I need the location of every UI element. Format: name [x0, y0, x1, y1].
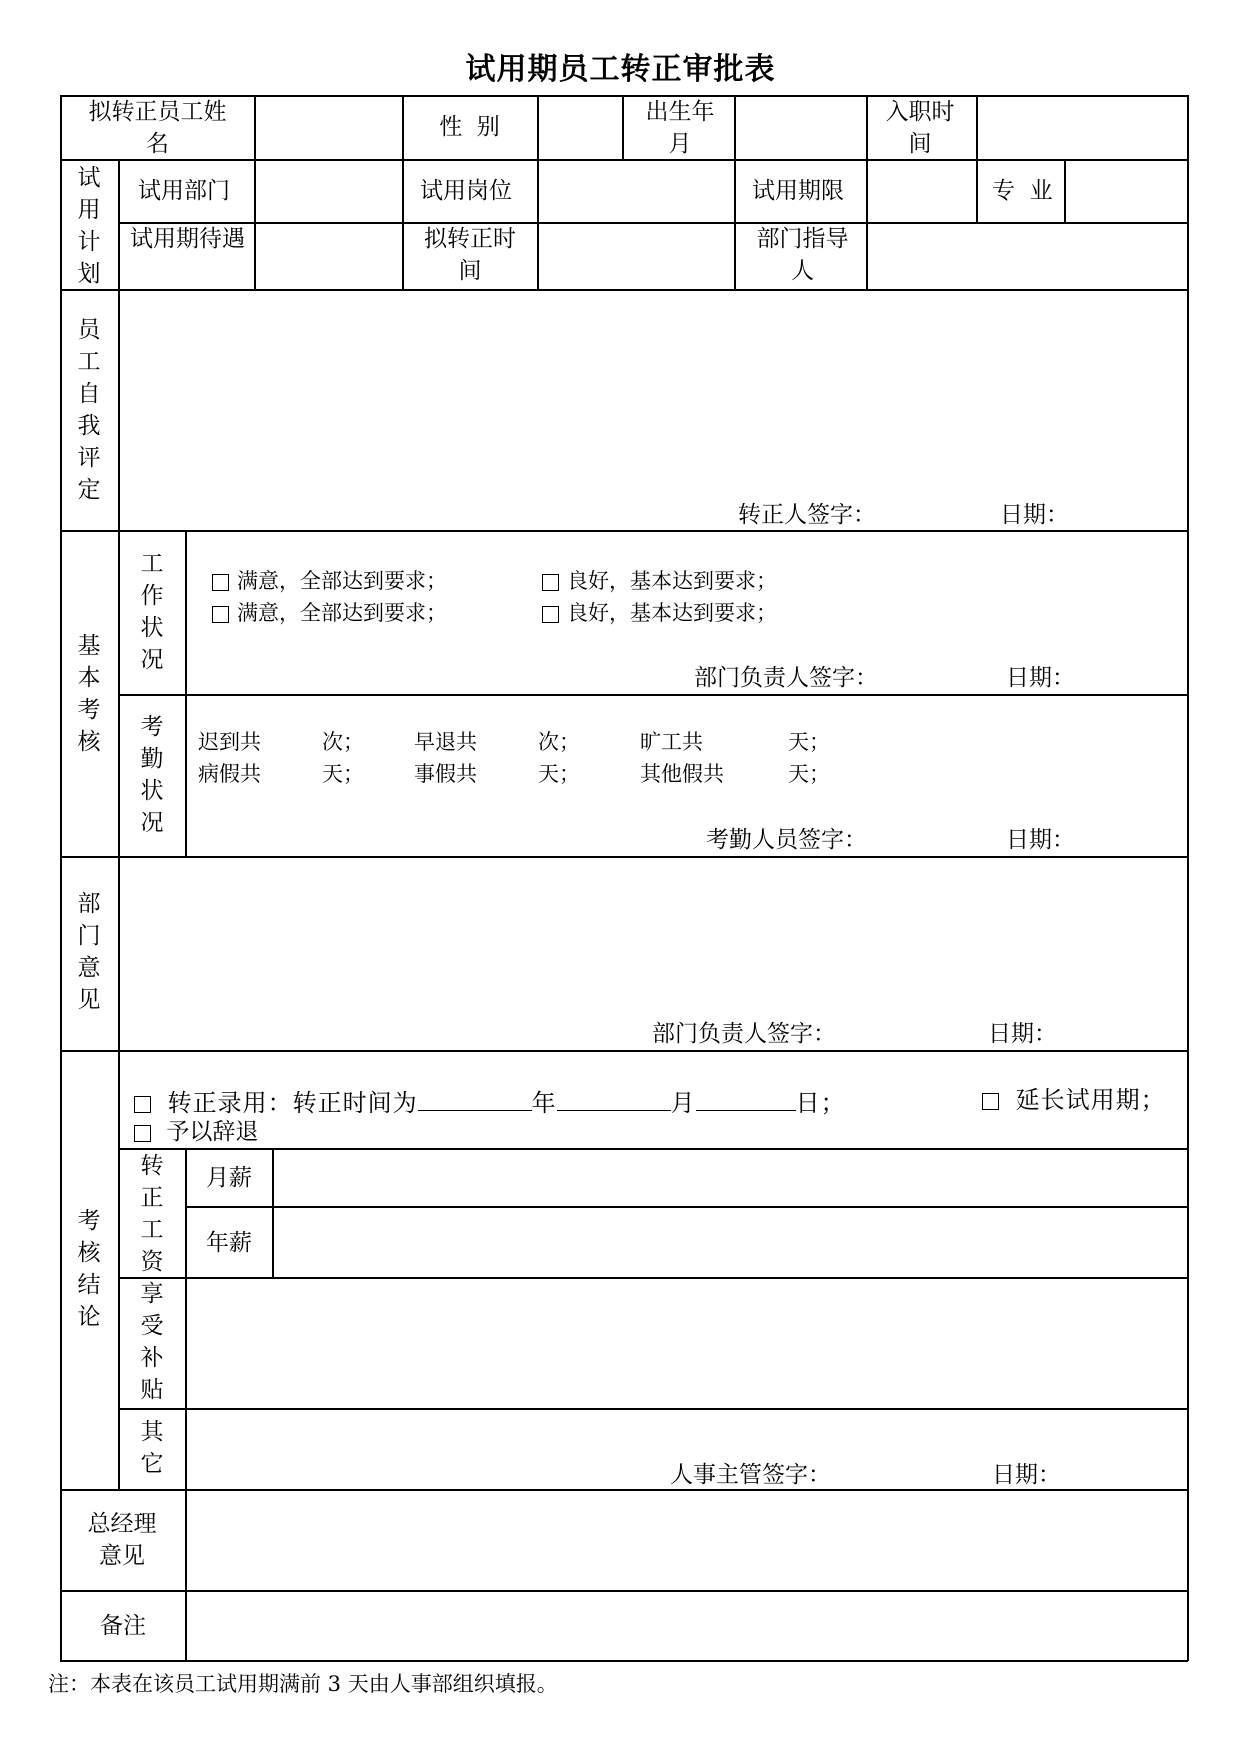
row-divider: [118, 694, 1188, 696]
regular-hire-option[interactable]: 转正录用：转正时间为 年 月 日；: [134, 1084, 846, 1119]
allowance-field[interactable]: [187, 1279, 1186, 1407]
hr-sign-label: 人事主管签字：: [670, 1462, 831, 1488]
table-border-bottom: [60, 1660, 1188, 1662]
work-sign-label: 部门负责人签字：: [694, 665, 878, 691]
times-unit: 次；: [538, 730, 580, 754]
allowance-label: 享受补贴: [140, 1281, 164, 1403]
checkbox-icon[interactable]: [134, 1096, 151, 1113]
times-unit: 次；: [322, 730, 364, 754]
regular-time-label: 拟转正时间: [424, 226, 516, 284]
checkbox-icon[interactable]: [134, 1125, 151, 1142]
trial-post-label: 试用岗位: [420, 178, 512, 204]
personal-label: 事假共: [414, 762, 477, 786]
birth-field[interactable]: [736, 97, 865, 157]
monthly-salary-field[interactable]: [274, 1150, 1186, 1205]
checkbox-icon[interactable]: [982, 1093, 999, 1110]
other-field[interactable]: [187, 1410, 1186, 1450]
self-eval-sign-label: 转正人签字：: [738, 502, 876, 528]
checkbox-icon[interactable]: [542, 574, 559, 591]
late-label: 迟到共: [198, 730, 261, 754]
major-field[interactable]: [1066, 161, 1186, 221]
extend-trial-option[interactable]: 延长试用期；: [982, 1084, 1166, 1116]
attendance-date-label: 日期：: [1006, 827, 1075, 853]
self-eval-date-label: 日期：: [1000, 502, 1069, 528]
annual-salary-label: 年薪: [206, 1230, 252, 1256]
dept-opinion-section-label: 部门意见: [77, 891, 101, 1013]
gender-label: 性 别: [439, 114, 500, 140]
dismiss-option[interactable]: 予以辞退: [134, 1116, 258, 1148]
days-unit: 天；: [788, 730, 830, 754]
work-date-label: 日期：: [1006, 665, 1075, 691]
days-unit: 天；: [788, 762, 830, 786]
checkbox-icon[interactable]: [212, 606, 229, 623]
early-label: 早退共: [414, 730, 477, 754]
row-divider: [60, 1050, 1188, 1052]
work-status-label: 工作状况: [140, 551, 164, 673]
major-label: 专 业: [992, 178, 1053, 204]
trial-term-field[interactable]: [868, 161, 975, 221]
gm-opinion-field[interactable]: [187, 1491, 1186, 1589]
birth-label: 出生年月: [645, 99, 715, 157]
year-blank[interactable]: [418, 1084, 532, 1111]
trial-dept-label: 试用部门: [138, 178, 230, 204]
self-eval-section-label: 员工自我评定: [77, 317, 101, 503]
dept-sign-label: 部门负责人签字：: [652, 1021, 836, 1047]
salary-label: 转正工资: [140, 1153, 164, 1275]
work-option[interactable]: 满意，全部达到要求；: [212, 565, 447, 597]
trial-dept-field[interactable]: [256, 161, 400, 221]
table-border-left: [60, 95, 62, 1661]
absent-label: 旷工共: [640, 730, 703, 754]
entry-field[interactable]: [978, 97, 1186, 157]
day-blank[interactable]: [696, 1084, 796, 1111]
self-eval-textarea[interactable]: [120, 291, 1186, 491]
gm-opinion-label: 总经理意见: [87, 1511, 157, 1569]
dept-opinion-textarea[interactable]: [120, 858, 1186, 1008]
regular-time-field[interactable]: [539, 224, 733, 288]
trial-term-label: 试用期限: [752, 178, 844, 204]
remark-field[interactable]: [187, 1592, 1186, 1659]
conclusion-section-label: 考核结论: [77, 1208, 101, 1330]
days-unit: 天；: [322, 762, 364, 786]
mentor-field[interactable]: [868, 224, 1186, 288]
remark-label: 备注: [100, 1613, 146, 1639]
gender-field[interactable]: [539, 97, 621, 157]
entry-label: 入职时间: [885, 99, 955, 157]
dept-date-label: 日期：: [988, 1021, 1057, 1047]
hr-date-label: 日期：: [992, 1462, 1061, 1488]
form-title: 试用期员工转正审批表: [465, 52, 776, 87]
footnote: 注：本表在该员工试用期满前 3 天由人事部组织填报。: [48, 1672, 558, 1696]
basic-assess-section-label: 基本考核: [77, 633, 101, 755]
other-leave-label: 其他假共: [640, 762, 724, 786]
monthly-salary-label: 月薪: [206, 1165, 252, 1191]
other-label: 其它: [140, 1419, 164, 1477]
name-label: 拟转正员工姓名: [88, 99, 227, 157]
trial-plan-section-label: 试用计划: [77, 165, 101, 287]
days-unit: 天；: [538, 762, 580, 786]
attendance-label: 考勤状况: [140, 714, 164, 836]
work-option[interactable]: 满意，全部达到要求；: [212, 597, 447, 629]
table-border-right: [1187, 95, 1189, 1661]
checkbox-icon[interactable]: [212, 574, 229, 591]
trial-post-field[interactable]: [539, 161, 733, 221]
treatment-field[interactable]: [256, 224, 400, 288]
month-blank[interactable]: [557, 1084, 671, 1111]
mentor-label: 部门指导人: [756, 226, 849, 284]
work-option[interactable]: 良好，基本达到要求；: [542, 565, 777, 597]
col-divider: [185, 530, 187, 856]
treatment-label: 试用期待遇: [130, 226, 245, 252]
annual-salary-field[interactable]: [274, 1208, 1186, 1276]
attendance-sign-label: 考勤人员签字：: [706, 827, 867, 853]
work-option[interactable]: 良好，基本达到要求；: [542, 597, 777, 629]
col-divider: [622, 95, 624, 159]
checkbox-icon[interactable]: [542, 606, 559, 623]
name-field[interactable]: [256, 97, 400, 157]
sick-label: 病假共: [198, 762, 261, 786]
